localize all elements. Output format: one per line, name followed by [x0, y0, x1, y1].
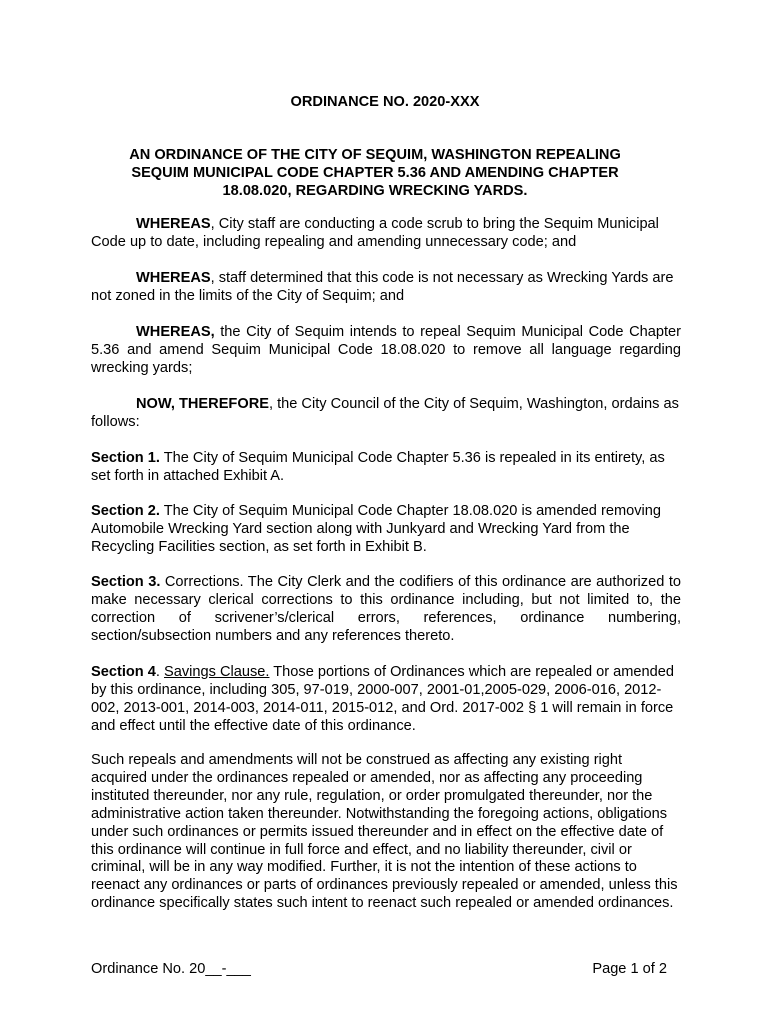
- footer-page-number: Page 1 of 2: [592, 961, 667, 977]
- section-1-text: The City of Sequim Municipal Code Chapter 5.36 is repealed in its entirety, as set forth in attached Exhibit A.: [91, 450, 665, 484]
- section-4-text: Those portions of Ordinances which are repealed or amended by this ordinance, including 305, 97-019, 2000-007, 2001-01,2005-029, 2006-016, 2012-002, 2013-001, 2014-003, 2014-011, 2015-012, and Ord. 2017-002 § 1 will remain in force and effect until the effective date of this ordinance.: [91, 664, 675, 734]
- therefore-text: , the City Council of the City of Sequim, Washington, ordains as follows:: [91, 396, 679, 430]
- whereas-text: the City of Sequim intends to repeal Sequim Municipal Code Chapter 5.36 and amend Sequim Municipal Code 18.08.020 to remove all language regarding wrecking yards;: [91, 324, 681, 376]
- whereas-text: , City staff are conducting a code scrub to bring the Sequim Municipal Code up to date, including repealing and amending unnecessary code; and: [91, 216, 659, 250]
- section-2-text: The City of Sequim Municipal Code Chapter 18.08.020 is amended removing Automobile Wrecking Yard section along with Junkyard and Wrecking Yard from the Recycling Facilities section, as set forth in Exhibit B.: [91, 503, 661, 555]
- whereas-paragraph-2: [91, 270, 681, 306]
- section-3-heading: Section 3.: [91, 574, 161, 590]
- section-4-separator: .: [155, 664, 164, 680]
- whereas-lead: WHEREAS,: [136, 324, 215, 340]
- therefore-paragraph: [91, 396, 681, 432]
- whereas-lead: WHEREAS: [136, 270, 211, 286]
- whereas-lead: WHEREAS: [136, 216, 211, 232]
- section-2-heading: Section 2.: [91, 503, 160, 519]
- section-2: [91, 503, 681, 557]
- therefore-lead: NOW, THEREFORE: [136, 396, 269, 412]
- section-3-text: Corrections. The City Clerk and the codifiers of this ordinance are authorized to make necessary clerical corrections to this ordinance including, but not limited to, the correction of scrivener’s/clerical errors, references, ordinance numbering, section/subsection numbers and any references thereto.: [91, 574, 682, 644]
- whereas-paragraph-3: [91, 324, 681, 378]
- section-4: [91, 664, 681, 736]
- section-3: [91, 574, 681, 646]
- footer-ordinance-number: Ordinance No. 20__-___: [91, 961, 251, 977]
- section-1-heading: Section 1.: [91, 450, 160, 466]
- section-4-heading: Section 4: [91, 664, 156, 680]
- title-line-1: AN ORDINANCE OF THE CITY OF SEQUIM, WASHINGTON REPEALING: [129, 147, 621, 163]
- title-line-2: SEQUIM MUNICIPAL CODE CHAPTER 5.36 AND AMENDING CHAPTER: [131, 165, 619, 181]
- ordinance-title: [110, 146, 640, 200]
- section-1: [91, 450, 681, 486]
- title-line-3: 18.08.020, REGARDING WRECKING YARDS.: [222, 183, 528, 199]
- whereas-paragraph-1: [91, 216, 681, 252]
- ordinance-number: ORDINANCE NO. 2020-XXX: [290, 94, 480, 110]
- savings-clause-title: Savings Clause.: [164, 664, 270, 680]
- such-repeals-paragraph: Such repeals and amendments will not be construed as affecting any existing right acquired under the ordinances repealed or amended, nor as affecting any proceeding instituted thereunder, nor any rule, regulation, or order promulgated thereunder, nor the administrative action taken thereunder. Notwithstanding the foregoing actions, obligations under such ordinances or permits issued thereunder and in effect on the effective date of this ordinance will continue in full force and effect, and no liability thereunder, civil or criminal, will be in any way modified. Further, it is not the intention of these actions to reenact any ordinances or parts of ordinances previously repealed or amended, unless this ordinance specifically states such intent to reenact such repealed or amended ordinances.: [91, 752, 678, 912]
- whereas-text: , staff determined that this code is not necessary as Wrecking Yards are not zoned in the limits of the City of Sequim; and: [91, 270, 674, 304]
